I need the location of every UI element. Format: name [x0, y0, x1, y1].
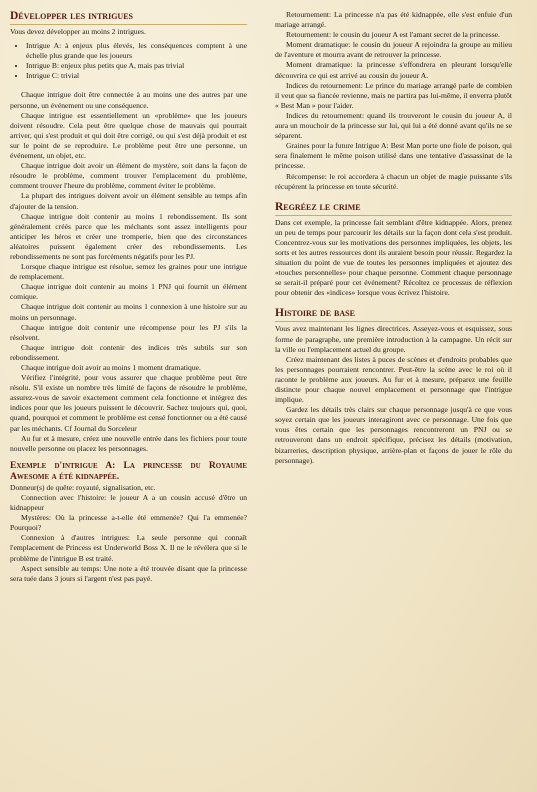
- example-line: Graines pour la future Intrigue A: Best Man porte une fiole de poison, qui sera finalement le même poison utilisé dans une tentative d'assassinat de la princesse.: [275, 141, 512, 171]
- paragraph: Chaque intrigue doit contenir des indices très subtils sur son rebondissement.: [10, 342, 247, 362]
- example-line: Indices du retournement: Le prince du mariage arrangé parle de combien il veut que sa fiancée revienne, mais ne partira pas lui-même, il enverra plutôt « Best Man » pour l'aider.: [275, 80, 512, 110]
- paragraph: Chaque intrigue doit être connectée à au moins une des autres par une personne, un événement ou une conséquence.: [10, 90, 247, 110]
- paragraph: Dans cet exemple, la princesse fait semblant d'être kidnappée. Alors, prenez un peu de temps pour parcourir les détails sur la façon dont cela s'est produit. Concentrez-vous sur les motivations des personnes impliquées, les objets, les sorts et les autres ressources dont ils auraient besoin pour réussir. Regardez la situation du point de vue de toutes les personnes impliquées et ajoutez des «touches personnelles» pour chaque personne. Comment chaque personnage se serait-il préparé pour cet événement? Récoltez ce processus de réflexion pour obtenir des «indices» lorsque vous écrivez l'histoire.: [275, 217, 512, 298]
- example-line: Mystères: Où la princesse a-t-elle été emmenée? Qui l'a emmenée? Pourquoi?: [10, 513, 247, 533]
- section-title-crime: Regréez le crime: [275, 201, 512, 216]
- example-line: Connection avec l'histoire: le joueur A a un cousin accusé d'être un kidnappeur: [10, 492, 247, 513]
- example-line: Retournement: La princesse n'a pas été kidnappée, elle s'est enfuie d'un mariage arrangé.: [275, 10, 512, 30]
- example-line: Moment dramatique: la princesse s'effondrera en pleurant lorsqu'elle découvrira ce qui est arrivé au cousin du joueur A.: [275, 60, 512, 80]
- example-line: Indices du retournement: quand ils trouveront le cousin du joueur A, il aura un mouchoir de la princesse sur lui, qui lui a été donné avant qu'ils ne se séparent.: [275, 110, 512, 141]
- paragraph: Lorsque chaque intrigue est résolue, semez les graines pour une intrigue de remplacement.: [10, 262, 247, 282]
- example-line: Aspect sensible au temps: Une note a été trouvée disant que la princesse sera tuée dans 3 jours si l'argent n'est pas payé.: [10, 563, 247, 583]
- paragraph: Au fur et à mesure, créez une nouvelle entrée dans les fichiers pour toute nouvelle personne ou placez les personnages.: [10, 433, 247, 453]
- list-item: • Intrigue B: enjeux plus petits que A, mais pas trivial: [26, 61, 247, 71]
- paragraph: Chaque intrigue doit contenir une récompense pour les PJ s'ils la résolvent.: [10, 322, 247, 342]
- paragraph: La plupart des intrigues doivent avoir un élément sensible au temps afin d'ajouter de la tension.: [10, 191, 247, 211]
- paragraph: Chaque intrigue doit avoir un élément de mystère, soit dans la façon de résoudre le problème, comment trouver l'emplacement du problème, comment trouver l'heure du problème, comment éviter le problème.: [10, 161, 247, 191]
- paragraph: Créez maintenant des listes à puces de scènes et d'endroits probables que les personnages pourraient rencontrer. Peut-être la scène avec le roi où il raconte le problème aux joueurs. Au fur et à mesure, préparez une feuille distincte pour chaque nouvel emplacement et personnage que l'intrigue implique.: [275, 354, 512, 405]
- paragraph: Chaque intrigue doit avoir au moins 1 moment dramatique.: [21, 363, 201, 372]
- list-item: • Intrigue C: trivial: [26, 71, 247, 81]
- paragraph: Chaque intrigue doit contenir au moins 1 rebondissement. Ils sont généralement créés parce que les méchants sont assez intelligents pour anticiper les héros et créer une tromperie, bien que des circonstances aléatoires puissent également créer des rebondissements. Les rebondissements ne sont pas forcéments négatifs pour les PJ.: [10, 211, 247, 261]
- example-heading: Exemple d'intrigue A: La princesse du Royaume Awesome a été kidnappée.: [10, 459, 247, 482]
- paragraph: Gardez les détails très clairs sur chaque personnage jusqu'à ce que vous soyez certain que les joueurs interagiront avec ce personnage. Une fois que vous êtes certain que les personnages rencontreront un PNJ ou se retrouveront dans un endroit spécifique, précisez les détails (motivation, bizarreries, description physique, arrière-plan et façons de jouer le rôle du personnage).: [275, 405, 512, 465]
- right-column: [275, 10, 512, 466]
- paragraph: Vous avez maintenant les lignes directrices. Asseyez-vous et esquissez, sous forme de paragraphe, une première introduction à la campagne. Un récit sur la ville ou l'emplacement actuel du groupe.: [275, 324, 512, 354]
- example-line: Récompense: le roi accordera à chacun un objet de magie puissante s'ils récupèrent la princesse en toute sécurité.: [275, 171, 512, 191]
- paragraph: Chaque intrigue est essentiellement un «problème» que les joueurs doivent résoudre. Cela peut être quelque chose de mauvais qui pourrait arriver, qui s'est produit et qui doit être corrigé, ou qui s'est déjà produit et est sur le point de se reproduire. Le problème peut être une personne, un événement, un objet, etc.: [10, 110, 247, 161]
- left-column: [10, 10, 247, 584]
- intro-paragraph: Vous devez développer au moins 2 intrigues.: [10, 27, 146, 36]
- paragraph: Vérifiez l'intégrité, pour vous assurer que chaque problème peut être résolu. S'il existe un nombre très limité de façons de résoudre le problème, assurez-vous de savoir exactement comment cela fonctionne et intégrez des indices pour que les joueurs puissent le découvrir. Sachez toujours qui, quoi, quand, pourquoi et comment le problème est censé fonctionner ou a été causé par les méchants. Cf Journal du Sorceleur: [10, 373, 247, 433]
- example-line: Moment dramatique: le cousin du joueur A rejoindra la groupe au milieu de l'aventure et mourra avant de retrouver la princesse.: [275, 40, 512, 60]
- example-line: Donneur(s) de quête: royauté, signalisation, etc.: [10, 482, 156, 492]
- example-line: Retournement: le cousin du joueur A est l'amant secret de la princesse.: [286, 30, 500, 40]
- paragraph: Chaque intrigue doit contenir au moins 1 PNJ qui fournit un élément comique.: [10, 282, 247, 302]
- section-title-histoire: Histoire de base: [275, 307, 512, 322]
- example-line: Connexion à d'autres intrigues: La seule personne qui connaît l'emplacement de Princess est Underworld Boss X. Il ne le révélera que si le problème de l'intrigue B est traité.: [10, 533, 247, 563]
- intrigue-list: [10, 41, 247, 81]
- list-item: • Intrigue A: à enjeux plus élevés, les conséquences comptent à une échelle plus grande que les joueurs: [26, 41, 247, 61]
- section-title-developper: Développer les intrigues: [10, 10, 247, 25]
- paragraph: Chaque intrigue doit contenir au moins 1 connexion à une histoire sur au moins un personnage.: [10, 302, 247, 322]
